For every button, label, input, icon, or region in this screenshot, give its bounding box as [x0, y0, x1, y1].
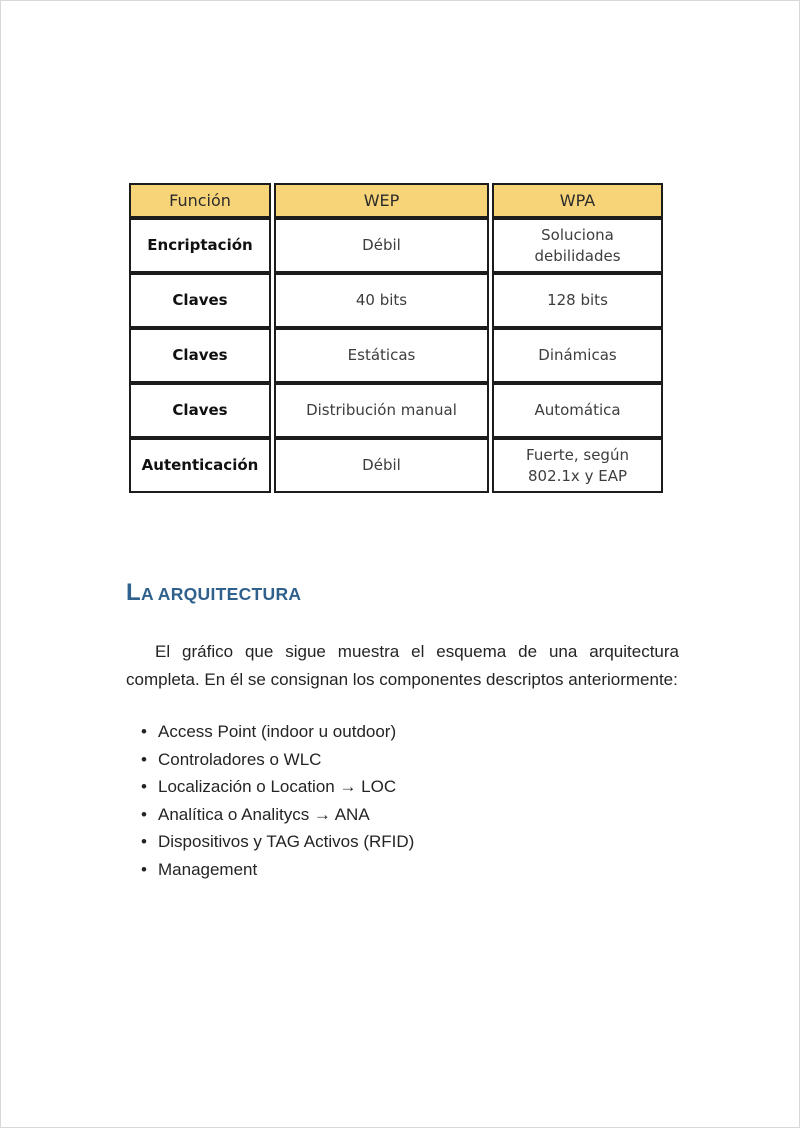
wep-wpa-comparison-table: [126, 183, 666, 493]
table-row: [129, 438, 663, 493]
cell-wep: Débil: [274, 218, 489, 273]
cell-wpa: Fuerte, según 802.1x y EAP: [492, 438, 663, 493]
header-cell-wpa: WPA: [492, 183, 663, 218]
page-content: [126, 1, 679, 884]
cell-wep: Débil: [274, 438, 489, 493]
list-item: • Localización o Location → LOC: [158, 773, 679, 801]
list-item: • Controladores o WLC: [158, 746, 679, 774]
header-cell-wep: WEP: [274, 183, 489, 218]
cell-wpa: Dinámicas: [492, 328, 663, 383]
components-list: [126, 718, 679, 884]
table-row: [129, 328, 663, 383]
cell-funcion: Encriptación: [129, 218, 271, 273]
cell-funcion: Autenticación: [129, 438, 271, 493]
cell-wpa: Soluciona debilidades: [492, 218, 663, 273]
cell-wpa: 128 bits: [492, 273, 663, 328]
section-heading: LA ARQUITECTURA: [126, 579, 302, 606]
cell-wep: Estáticas: [274, 328, 489, 383]
table-row: [129, 273, 663, 328]
cell-wep: Distribución manual: [274, 383, 489, 438]
header-cell-funcion: Función: [129, 183, 271, 218]
cell-wpa: Automática: [492, 383, 663, 438]
cell-funcion: Claves: [129, 383, 271, 438]
table-row: [129, 218, 663, 273]
table-row: [129, 383, 663, 438]
cell-funcion: Claves: [129, 328, 271, 383]
cell-funcion: Claves: [129, 273, 271, 328]
table-header-row: [129, 183, 663, 218]
list-item: • Access Point (indoor u outdoor): [158, 718, 679, 746]
cell-wep: 40 bits: [274, 273, 489, 328]
list-item: • Dispositivos y TAG Activos (RFID): [158, 828, 679, 856]
list-item: • Analítica o Analitycs → ANA: [158, 801, 679, 829]
list-item: • Management: [158, 856, 679, 884]
intro-paragraph: El gráfico que sigue muestra el esquema de una arquitectura completa. En él se consignan los componentes descriptos anteriormente:: [126, 642, 679, 689]
